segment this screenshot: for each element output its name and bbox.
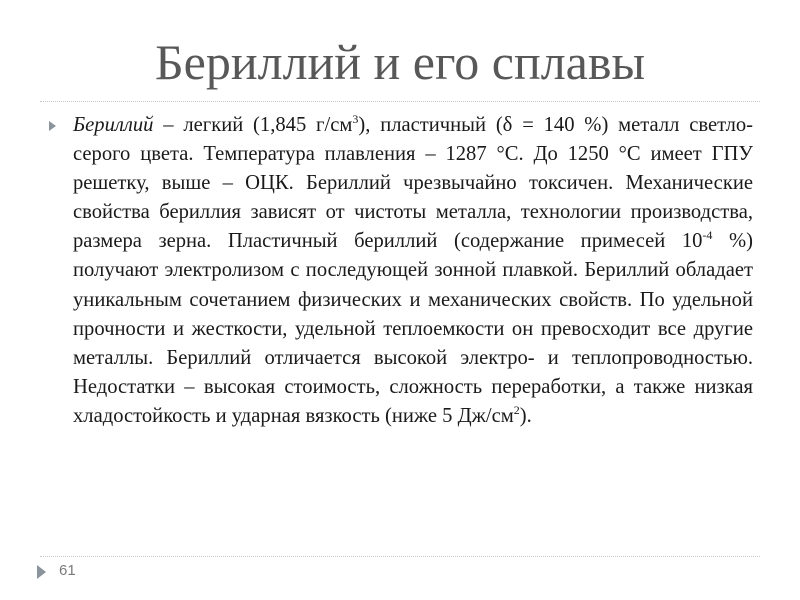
superscript-2: 2: [513, 402, 520, 417]
body-text-2: ), пластичный (δ = 140 %) металл светло-серого цвета. Температура плавления – 1287 °С. До 1250 °С имеет ГПУ решетку, выше – ОЦК. Бериллий чрезвычайно токсичен. Механические свойства бериллия зависят от чистоты металла, технологии производства, размера зерна. Пластичный бериллий (содержание примесей 10: [73, 114, 754, 253]
body-paragraph: [73, 111, 753, 431]
body-text-1: – легкий (1,845 г/см: [153, 114, 353, 136]
body-text-3: %) получают электролизом с последующей зонной плавкой. Бериллий обладает уникальным сочетанием физических и механических свойств. По удельной прочности и жесткости, удельной теплоемкости он превосходит все другие металлы. Бериллий отличается высокой электро- и теплопроводностью. Недостатки – высокая стоимость, сложность переработки, а также низкая хладостойкость и ударная вязкость (ниже 5 Дж/см: [73, 230, 753, 427]
body-text-4: ).: [519, 404, 532, 427]
footer-arrow-icon: [37, 565, 46, 579]
footer-divider: [40, 556, 760, 557]
superscript-3: 3: [352, 112, 359, 126]
slide-title: Бериллий и его сплавы: [154, 34, 646, 90]
bullet-arrow-icon: [49, 121, 56, 131]
page-number: 61: [59, 562, 76, 579]
superscript-minus-4: -4: [702, 228, 713, 243]
title-divider: [40, 101, 760, 102]
term-beryllium: Бериллий: [73, 114, 154, 136]
